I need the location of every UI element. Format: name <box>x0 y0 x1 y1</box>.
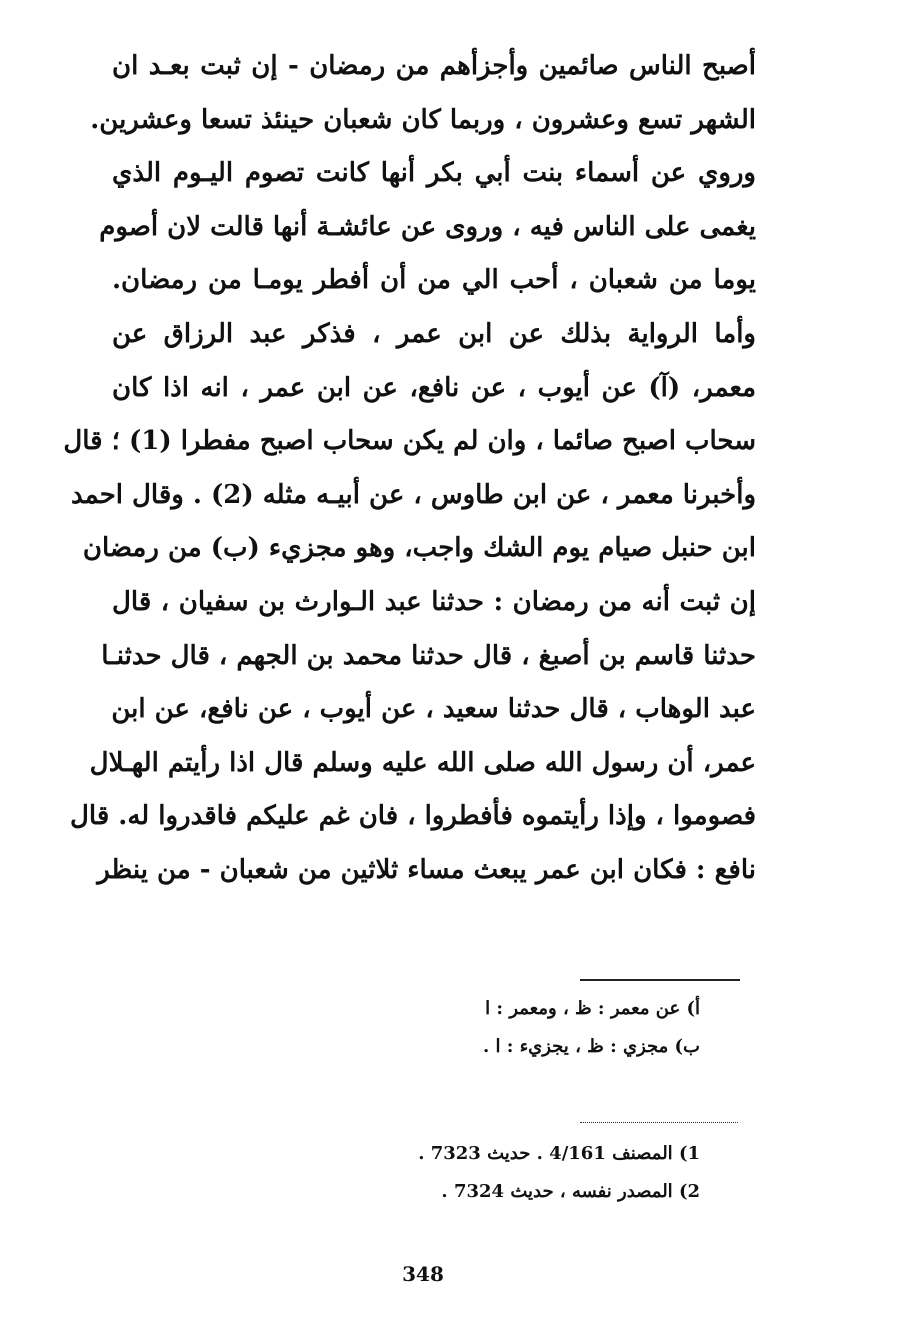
variant-note: ب) مجزي : ظ ، يجزيء : ا . <box>482 1036 700 1057</box>
text-line: وروي عن أسماء بنت أبي بكر أنها كانت تصوم اليـوم الذي <box>112 158 756 189</box>
text-line: عمر، أن رسول الله صلى الله عليه وسلم قال اذا رأيتم الهـلال <box>89 747 756 778</box>
text-line: معمر، (آ) عن أيوب ، عن نافع، عن ابن عمر ، انه اذا كان <box>112 372 756 403</box>
variant-note: أ) عن معمر : ظ ، ومعمر : ا <box>485 998 700 1019</box>
text-line: حدثنا قاسم بن أصبغ ، قال حدثنا محمد بن الجهم ، قال حدثنـا <box>101 640 756 671</box>
text-line: إن ثبت أنه من رمضان : حدثنا عبد الـوارث بن سفيان ، قال <box>112 586 756 617</box>
reference-note: 2) المصدر نفسه ، حديث 7324 . <box>441 1181 700 1202</box>
text-line: الشهر تسع وعشرون ، وربما كان شعبان حينئذ تسعا وعشرين. <box>90 104 756 135</box>
text-line: أصبح الناس صائمين وأجزأهم من رمضان - إن ثبت بعـد ان <box>112 51 756 81</box>
variant-notes <box>400 990 700 1066</box>
text-line: عبد الوهاب ، قال حدثنا سعيد ، عن أيوب ، عن نافع، عن ابن <box>111 694 756 725</box>
page-number: 348 <box>402 1262 444 1286</box>
text-line: يغمى على الناس فيه ، وروى عن عائشـة أنها قالت لان أصوم <box>99 211 756 242</box>
reference-note: 1) المصنف 4/161 . حديث 7323 . <box>418 1143 700 1164</box>
text-line: وأما الرواية بذلك عن ابن عمر ، فذكر عبد الرزاق عن <box>112 318 756 349</box>
text-line: نافع : فكان ابن عمر يبعث مساء ثلاثين من شعبان - من ينظر <box>97 854 756 885</box>
main-text-body <box>63 40 756 898</box>
footnote-separator-references <box>580 1122 738 1123</box>
footnote-separator-variants <box>580 979 740 981</box>
text-line: يوما من شعبان ، أحب الي من أن أفطر يومـا من رمضان. <box>112 265 756 296</box>
text-line: فصوموا ، وإذا رأيتموه فأفطروا ، فان غم عليكم فاقدروا له. قال <box>70 801 756 832</box>
text-line: سحاب اصبح صائما ، وان لم يكن سحاب اصبح مفطرا (1) ؛ قال <box>63 426 756 457</box>
text-line: ابن حنبل صيام يوم الشك واجب، وهو مجزيء (ب) من رمضان <box>82 533 756 564</box>
text-line: وأخبرنا معمر ، عن ابن طاوس ، عن أبيـه مثله (2) . وقال احمد <box>71 479 756 510</box>
reference-notes <box>380 1135 700 1211</box>
